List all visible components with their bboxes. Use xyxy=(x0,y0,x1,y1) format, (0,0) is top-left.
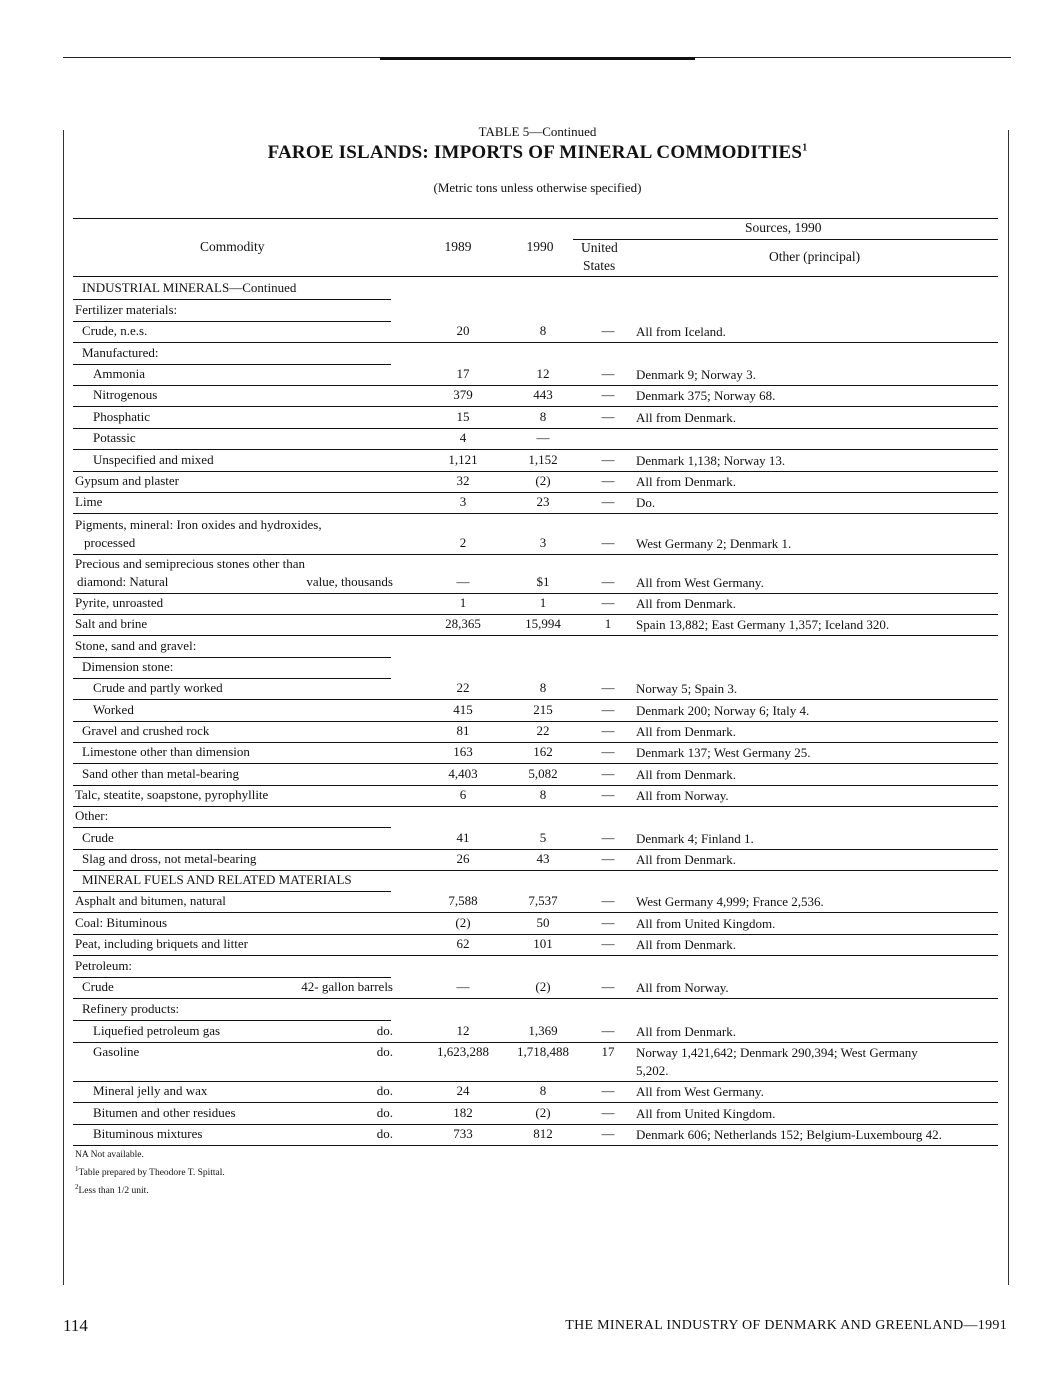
value-united-states: — xyxy=(601,830,615,845)
table-label: TABLE 5—Continued xyxy=(478,124,597,139)
commodity-label-cont: diamond: Natural xyxy=(77,574,169,589)
value-1990: 8 xyxy=(539,680,547,695)
commodity-label: Fertilizer materials: xyxy=(75,302,178,317)
value-1989: 24 xyxy=(456,1083,470,1098)
left-margin-rule xyxy=(63,130,64,1285)
value-united-states: — xyxy=(601,1126,615,1141)
value-1990: $1 xyxy=(536,574,550,589)
value-1990: 215 xyxy=(533,702,553,717)
row-rule xyxy=(73,763,998,764)
value-united-states: — xyxy=(601,387,615,402)
commodity-label: Petroleum: xyxy=(75,958,133,973)
sources-other: West Germany 4,999; France 2,536. xyxy=(636,894,824,909)
value-1989: 26 xyxy=(456,851,470,866)
value-1990: (2) xyxy=(535,979,551,994)
commodity-label: Stone, sand and gravel: xyxy=(75,638,197,653)
value-united-states: — xyxy=(601,744,615,759)
commodity-label: Nitrogenous xyxy=(93,387,158,402)
sources-other: Denmark 4; Finland 1. xyxy=(636,831,754,846)
running-footer: THE MINERAL INDUSTRY OF DENMARK AND GREENLAND—1991 xyxy=(565,1318,1007,1333)
value-1990: 1,718,488 xyxy=(517,1044,569,1059)
commodity-label: Precious and semiprecious stones other than xyxy=(75,556,305,571)
value-united-states: — xyxy=(601,323,615,338)
col-commodity: Commodity xyxy=(200,239,265,254)
value-1989: (2) xyxy=(455,915,471,930)
note-1 xyxy=(75,1162,225,1180)
col-1990: 1990 xyxy=(526,239,554,254)
sources-other: Norway 1,421,642; Denmark 290,394; West Germany xyxy=(636,1045,918,1060)
value-1990: (2) xyxy=(535,473,551,488)
value-united-states: — xyxy=(601,595,615,610)
commodity-label: Asphalt and bitumen, natural xyxy=(75,893,226,908)
row-rule xyxy=(73,428,998,429)
value-united-states: — xyxy=(601,1023,615,1038)
commodity-label: Crude, n.e.s. xyxy=(82,323,148,338)
unit-label: do. xyxy=(376,1044,393,1059)
row-rule xyxy=(73,635,998,636)
value-1990: 43 xyxy=(536,851,550,866)
col-united-states: United xyxy=(581,240,618,255)
sources-other: Denmark 1,138; Norway 13. xyxy=(636,453,786,468)
row-rule xyxy=(73,742,998,743)
row-rule xyxy=(73,593,998,594)
commodity-label: Unspecified and mixed xyxy=(93,452,214,467)
value-1989: — xyxy=(456,979,470,994)
value-1989: — xyxy=(456,574,470,589)
page-number: 114 xyxy=(63,1316,88,1335)
value-1989: 1,623,288 xyxy=(437,1044,489,1059)
value-1989: 4 xyxy=(459,430,467,445)
value-united-states: — xyxy=(601,535,615,550)
sources-other: Denmark 606; Netherlands 152; Belgium-Luxembourg 42. xyxy=(636,1127,942,1142)
value-united-states: — xyxy=(601,702,615,717)
row-rule xyxy=(73,1145,998,1146)
value-united-states: — xyxy=(601,851,615,866)
row-rule xyxy=(73,721,998,722)
row-rule xyxy=(73,806,998,807)
unit-label: value, thousands xyxy=(306,574,393,589)
value-united-states: — xyxy=(601,574,615,589)
value-united-states: — xyxy=(601,979,615,994)
sources-other: All from West Germany. xyxy=(636,575,764,590)
commodity-label: Other: xyxy=(75,808,109,823)
sources-other: Do. xyxy=(636,495,656,510)
commodity-label: Mineral jelly and wax xyxy=(93,1083,208,1098)
commodity-label: Manufactured: xyxy=(82,345,159,360)
value-1989: 20 xyxy=(456,323,470,338)
commodity-label: Ammonia xyxy=(93,366,145,381)
value-1989: 163 xyxy=(453,744,473,759)
sources-other: Denmark 200; Norway 6; Italy 4. xyxy=(636,703,810,718)
value-1989: 22 xyxy=(456,680,470,695)
row-rule xyxy=(73,977,391,978)
value-united-states: — xyxy=(601,766,615,781)
commodity-label: Limestone other than dimension xyxy=(82,744,250,759)
row-rule xyxy=(73,955,998,956)
row-rule xyxy=(73,849,998,850)
row-rule xyxy=(73,614,998,615)
sources-rule xyxy=(573,239,998,240)
value-1990: 50 xyxy=(536,915,550,930)
commodity-label: Salt and brine xyxy=(75,616,148,631)
value-1990: 162 xyxy=(533,744,553,759)
commodity-label: Sand other than metal-bearing xyxy=(82,766,240,781)
value-1989: 81 xyxy=(456,723,470,738)
value-1990: 5 xyxy=(539,830,547,845)
row-rule xyxy=(73,554,998,555)
value-1990: 8 xyxy=(539,323,547,338)
row-rule xyxy=(73,385,998,386)
value-united-states: — xyxy=(601,473,615,488)
commodity-label: Gasoline xyxy=(93,1044,140,1059)
value-1990: 1 xyxy=(539,595,547,610)
col-1989: 1989 xyxy=(444,239,472,254)
col-united-states-2: States xyxy=(583,258,616,273)
row-rule xyxy=(73,785,998,786)
sources-other: Spain 13,882; East Germany 1,357; Iceland 320. xyxy=(636,617,890,632)
row-rule xyxy=(73,1020,391,1021)
value-1990: — xyxy=(536,430,550,445)
row-rule xyxy=(73,934,998,935)
row-rule xyxy=(73,321,391,322)
value-1989: 733 xyxy=(453,1126,473,1141)
note-2-mark: 2 xyxy=(75,1183,79,1192)
value-united-states: 1 xyxy=(604,616,612,631)
sources-other: Denmark 9; Norway 3. xyxy=(636,367,756,382)
footnotes xyxy=(75,1148,225,1198)
commodity-label: INDUSTRIAL MINERALS—Continued xyxy=(82,280,297,295)
value-1989: 7,588 xyxy=(448,893,478,908)
table-subtitle: (Metric tons unless otherwise specified) xyxy=(433,180,642,195)
sources-other: All from Denmark. xyxy=(636,767,737,782)
commodity-label: Gypsum and plaster xyxy=(75,473,179,488)
value-1990: 8 xyxy=(539,409,547,424)
sources-other: All from West Germany. xyxy=(636,1084,764,1099)
unit-label: do. xyxy=(376,1023,393,1038)
row-rule xyxy=(73,1042,998,1043)
value-1989: 415 xyxy=(453,702,473,717)
value-1990: 22 xyxy=(536,723,550,738)
table-title xyxy=(0,142,1045,164)
row-rule xyxy=(73,891,391,892)
commodity-label: MINERAL FUELS AND RELATED MATERIALS xyxy=(82,872,352,887)
commodity-label: Worked xyxy=(93,702,134,717)
value-1990: 7,537 xyxy=(528,893,558,908)
row-rule xyxy=(73,449,998,450)
commodity-label: Crude xyxy=(82,979,114,994)
sources-other: Norway 5; Spain 3. xyxy=(636,681,738,696)
value-united-states: — xyxy=(601,1083,615,1098)
sources-other: All from United Kingdom. xyxy=(636,1106,776,1121)
value-1989: 6 xyxy=(459,787,467,802)
unit-label: do. xyxy=(376,1105,393,1120)
sources-other: Denmark 137; West Germany 25. xyxy=(636,745,811,760)
value-1990: (2) xyxy=(535,1105,551,1120)
sources-other: All from Denmark. xyxy=(636,724,737,739)
commodity-label: Bituminous mixtures xyxy=(93,1126,203,1141)
row-rule xyxy=(73,364,391,365)
unit-label: do. xyxy=(376,1126,393,1141)
commodity-label: Coal: Bituminous xyxy=(75,915,168,930)
value-1989: 17 xyxy=(456,366,470,381)
row-rule xyxy=(73,1081,998,1082)
commodity-label: Pigments, mineral: Iron oxides and hydroxides, xyxy=(75,517,322,532)
commodity-label: Peat, including briquets and litter xyxy=(75,936,248,951)
value-1989: 4,403 xyxy=(448,766,478,781)
value-1989: 3 xyxy=(459,494,467,509)
sources-other: All from Denmark. xyxy=(636,410,737,425)
value-united-states: — xyxy=(601,787,615,802)
value-united-states: — xyxy=(601,366,615,381)
col-sources: Sources, 1990 xyxy=(745,220,822,235)
row-rule xyxy=(73,299,391,300)
sources-other: West Germany 2; Denmark 1. xyxy=(636,536,792,551)
title-footnote-mark: 1 xyxy=(802,142,808,154)
value-united-states: — xyxy=(601,936,615,951)
value-1989: 15 xyxy=(456,409,470,424)
sources-other: All from Denmark. xyxy=(636,852,737,867)
sources-other-cont: 5,202. xyxy=(636,1063,669,1078)
value-united-states: — xyxy=(601,680,615,695)
row-rule xyxy=(73,471,998,472)
commodity-label: Pyrite, unroasted xyxy=(75,595,164,610)
commodity-label-cont: processed xyxy=(84,535,136,550)
row-rule xyxy=(73,827,391,828)
value-1990: 15,994 xyxy=(525,616,561,631)
row-rule xyxy=(73,678,391,679)
sources-other: All from Norway. xyxy=(636,788,729,803)
commodity-label: Lime xyxy=(75,494,103,509)
top-rule-heavy xyxy=(380,57,695,60)
sources-other: All from Norway. xyxy=(636,980,729,995)
sources-other: All from Denmark. xyxy=(636,596,737,611)
commodity-label: Potassic xyxy=(93,430,136,445)
value-1989: 182 xyxy=(453,1105,473,1120)
value-1990: 8 xyxy=(539,787,547,802)
commodity-label: Bitumen and other residues xyxy=(93,1105,236,1120)
commodity-label: Crude xyxy=(82,830,114,845)
right-margin-rule xyxy=(1008,130,1009,1285)
unit-label: 42- gallon barrels xyxy=(301,979,393,994)
value-1989: 379 xyxy=(453,387,473,402)
commodity-label: Slag and dross, not metal-bearing xyxy=(82,851,257,866)
commodity-label: Crude and partly worked xyxy=(93,680,223,695)
value-1989: 41 xyxy=(456,830,470,845)
row-rule xyxy=(73,406,998,407)
value-1990: 3 xyxy=(539,535,547,550)
header-bottom-rule xyxy=(73,276,998,277)
value-1990: 1,369 xyxy=(528,1023,558,1038)
value-united-states: — xyxy=(601,1105,615,1120)
row-rule xyxy=(73,998,998,999)
value-1990: 812 xyxy=(533,1126,553,1141)
value-1990: 101 xyxy=(533,936,553,951)
note-2-text: Less than 1/2 unit. xyxy=(78,1186,149,1197)
value-1990: 443 xyxy=(533,387,553,402)
row-rule xyxy=(73,1102,998,1103)
commodity-label: Refinery products: xyxy=(82,1001,180,1016)
value-1989: 28,365 xyxy=(445,616,481,631)
value-1990: 1,152 xyxy=(528,452,558,467)
row-rule xyxy=(73,1124,998,1125)
value-1990: 5,082 xyxy=(528,766,558,781)
value-1989: 32 xyxy=(456,473,470,488)
value-1989: 62 xyxy=(456,936,470,951)
sources-other: All from Denmark. xyxy=(636,474,737,489)
row-rule xyxy=(73,870,998,871)
value-united-states: — xyxy=(601,409,615,424)
sources-other: All from Denmark. xyxy=(636,1024,737,1039)
value-1990: 8 xyxy=(539,1083,547,1098)
value-united-states: — xyxy=(601,893,615,908)
value-1989: 12 xyxy=(456,1023,470,1038)
value-1989: 1 xyxy=(459,595,467,610)
sources-other: Denmark 375; Norway 68. xyxy=(636,388,776,403)
commodity-label: Dimension stone: xyxy=(82,659,174,674)
sources-other: All from Iceland. xyxy=(636,324,726,339)
note-1-text: Table prepared by Theodore T. Spittal. xyxy=(78,1168,225,1179)
row-rule xyxy=(73,513,998,514)
table-title-text: FAROE ISLANDS: IMPORTS OF MINERAL COMMODITIES xyxy=(267,142,803,163)
commodity-label: Gravel and crushed rock xyxy=(82,723,210,738)
row-rule xyxy=(73,492,998,493)
commodity-label: Phosphatic xyxy=(93,409,151,424)
row-rule xyxy=(73,912,998,913)
value-united-states: — xyxy=(601,915,615,930)
value-1990: 23 xyxy=(536,494,550,509)
value-united-states: — xyxy=(601,452,615,467)
header-top-rule xyxy=(73,218,998,219)
value-united-states: — xyxy=(601,494,615,509)
col-other: Other (principal) xyxy=(769,249,861,264)
sources-other: All from Denmark. xyxy=(636,937,737,952)
commodity-label: Liquefied petroleum gas xyxy=(93,1023,221,1038)
value-united-states: — xyxy=(601,723,615,738)
value-1989: 2 xyxy=(459,535,467,550)
sources-other: All from United Kingdom. xyxy=(636,916,776,931)
note-2 xyxy=(75,1180,225,1198)
note-1-mark: 1 xyxy=(75,1165,79,1173)
value-1990: 12 xyxy=(536,366,550,381)
row-rule xyxy=(73,657,391,658)
row-rule xyxy=(73,699,998,700)
unit-label: do. xyxy=(376,1083,393,1098)
commodity-label: Talc, steatite, soapstone, pyrophyllite xyxy=(75,787,269,802)
note-na: NA Not available. xyxy=(75,1150,144,1160)
value-united-states: 17 xyxy=(601,1044,615,1059)
row-rule xyxy=(73,342,998,343)
value-1989: 1,121 xyxy=(448,452,478,467)
